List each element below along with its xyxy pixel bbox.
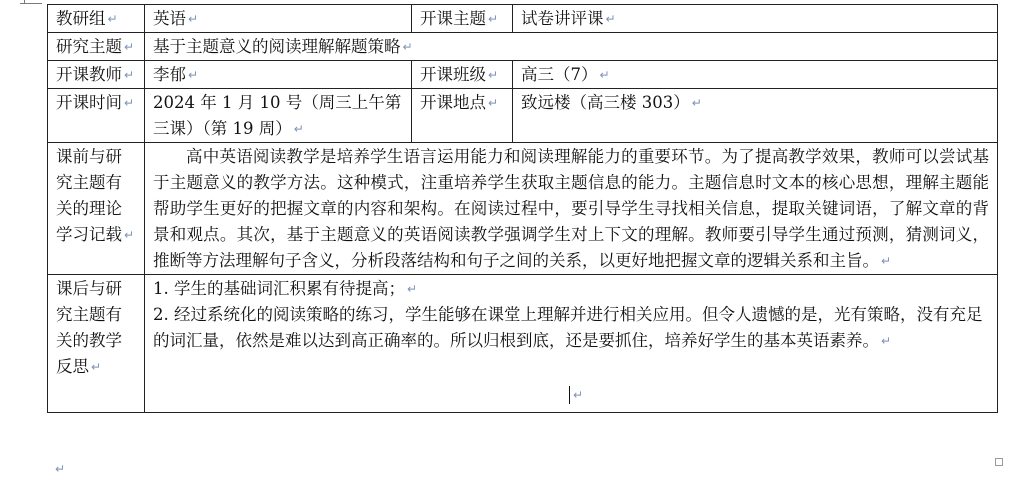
table-row	[48, 33, 998, 61]
paragraph-mark: ↵	[55, 462, 66, 476]
table-cell[interactable]	[48, 143, 145, 275]
teacher-value: 李郁	[153, 65, 186, 84]
table-cell[interactable]	[145, 5, 412, 33]
theory-paragraph	[153, 144, 989, 274]
topic-label: 开课主题	[420, 9, 486, 28]
teacher-label: 开课教师	[56, 65, 122, 84]
table-row	[48, 61, 998, 89]
paragraph-mark: ↵	[293, 122, 304, 136]
paragraph-mark: ↵	[691, 96, 702, 110]
paragraph-mark: ↵	[124, 228, 135, 242]
table-row	[48, 275, 998, 413]
lesson-info-table	[47, 4, 998, 413]
theory-label: 课前与研究主题有关的理论学习记载	[56, 147, 122, 244]
paragraph-mark: ↵	[488, 68, 499, 82]
class-label: 开课班级	[420, 65, 486, 84]
paragraph-mark: ↵	[488, 12, 499, 26]
table-cell[interactable]	[145, 33, 998, 61]
paragraph-mark: ↵	[599, 68, 610, 82]
theory-text: 高中英语阅读教学是培养学生语言运用能力和阅读理解能力的重要环节。为了提高教学效果，教师可以尝试基于主题意义的教学方法。这种模式，注重培养学生获取主题信息的能力。主题信息时文本的核心思想，理解主题能帮助学生更好的把握文章的内容和架构。在阅读过程中，要引导学生寻找相关信息，提取关键词语，了解文章的背景和观点。其次，基于主题意义的英语阅读教学强调学生对上下文的理解。教师要引导学生通过预测，猜测词义，推断等方法理解句子含义，分析段落结构和句子之间的关系，以更好地把握文章的逻辑关系和主旨。	[153, 147, 989, 270]
crop-mark	[20, 3, 42, 4]
topic-value: 试卷讲评课	[521, 9, 604, 28]
paragraph-mark: ↵	[881, 254, 892, 268]
caret	[569, 386, 570, 404]
paragraph-mark: ↵	[124, 96, 135, 110]
reflection-item-text: 1. 学生的基础词汇积累有待提高；	[153, 279, 405, 298]
table-cell[interactable]	[48, 5, 145, 33]
table-cell[interactable]	[48, 33, 145, 61]
text-cursor	[569, 382, 583, 408]
place-value: 致远楼（高三楼 303）	[521, 93, 690, 112]
reflection-item-text: 2. 经过系统化的阅读策略的练习，学生能够在课堂上理解并进行相关应用。但令人遗憾的是，光有策略，没有充足的词汇量，依然是难以达到高正确率的。所以归根到底，还是要抓住，培养好学生的基本英语素养。	[153, 305, 983, 350]
table-cell[interactable]	[513, 5, 998, 33]
table-resize-handle[interactable]	[995, 458, 1003, 466]
paragraph-mark: ↵	[605, 12, 616, 26]
table-row	[48, 5, 998, 33]
table-cell[interactable]	[48, 61, 145, 89]
paragraph-mark: ↵	[124, 40, 135, 54]
group-label: 教研组	[56, 9, 106, 28]
reflection-item	[153, 276, 989, 302]
paragraph-mark: ↵	[881, 334, 892, 348]
paragraph-mark: ↵	[573, 388, 584, 402]
place-label: 开课地点	[420, 93, 486, 112]
paragraph-mark: ↵	[91, 360, 102, 374]
table-cell[interactable]	[48, 275, 145, 413]
group-value: 英语	[153, 9, 186, 28]
time-value: 2024 年 1 月 10 号（周三上午第三课）（第 19 周）	[153, 93, 402, 138]
reflection-label: 课后与研究主题有关的教学反思	[56, 279, 122, 376]
paragraph-mark: ↵	[402, 40, 413, 54]
table-cell[interactable]	[513, 61, 998, 89]
research-label: 研究主题	[56, 37, 122, 56]
table-cell[interactable]	[145, 89, 412, 143]
table-cell[interactable]	[513, 89, 998, 143]
paragraph-mark: ↵	[188, 12, 199, 26]
table-cell[interactable]	[48, 89, 145, 143]
table-row	[48, 143, 998, 275]
paragraph-mark: ↵	[407, 282, 418, 296]
table-cell[interactable]	[145, 61, 412, 89]
table-cell[interactable]	[412, 5, 513, 33]
paragraph-mark: ↵	[124, 68, 135, 82]
table-cell[interactable]	[145, 275, 998, 413]
time-label: 开课时间	[56, 93, 122, 112]
paragraph-mark: ↵	[488, 96, 499, 110]
table-row	[48, 89, 998, 143]
table-cell[interactable]	[145, 143, 998, 275]
table-cell[interactable]	[412, 89, 513, 143]
research-value: 基于主题意义的阅读理解解题策略	[153, 37, 401, 56]
paragraph-mark: ↵	[107, 12, 118, 26]
reflection-item	[153, 302, 989, 354]
table-cell[interactable]	[412, 61, 513, 89]
paragraph-mark: ↵	[188, 68, 199, 82]
class-value: 高三（7）	[521, 65, 598, 84]
